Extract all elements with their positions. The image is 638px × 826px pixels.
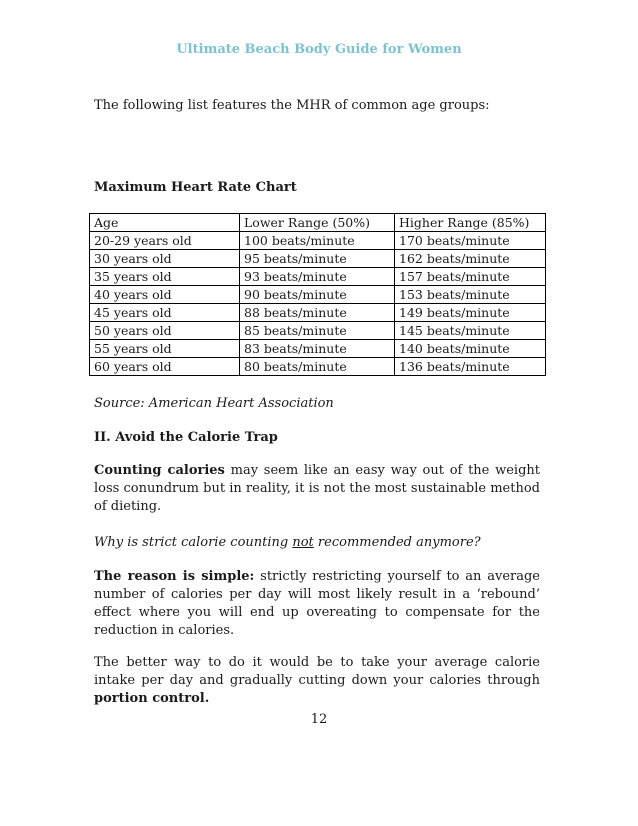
table-header-row <box>90 214 546 232</box>
chart-title: Maximum Heart Rate Chart <box>94 180 297 195</box>
question-text-before: Why is strict calorie counting <box>94 535 293 550</box>
lower-cell: 95 beats/minute <box>240 250 395 268</box>
bold-portion-control: portion control. <box>94 691 210 706</box>
table-row <box>90 286 546 304</box>
age-cell: 20-29 years old <box>90 232 240 250</box>
paragraph-text: strictly restricting yourself to an average number of calories per day will most likely result in a ‘rebound’ effect where you will end up overeating to compensate for the reduction in calories. <box>94 569 540 638</box>
paragraph-counting-calories <box>94 462 540 516</box>
page-number: 12 <box>310 712 328 727</box>
column-header-higher: Higher Range (85%) <box>395 214 546 232</box>
lower-cell: 83 beats/minute <box>240 340 395 358</box>
table-row <box>90 322 546 340</box>
question-text-after: recommended anymore? <box>313 535 481 550</box>
higher-cell: 140 beats/minute <box>395 340 546 358</box>
running-header: Ultimate Beach Body Guide for Women <box>176 42 462 57</box>
table-row <box>90 304 546 322</box>
higher-cell: 136 beats/minute <box>395 358 546 376</box>
age-cell: 55 years old <box>90 340 240 358</box>
bold-lead: The reason is simple: <box>94 569 255 584</box>
paragraph-text: The better way to do it would be to take your average calorie intake per day and gradually cutting down your calories through <box>94 655 540 688</box>
intro-text: The following list features the MHR of common age groups: <box>94 98 490 113</box>
table-row <box>90 268 546 286</box>
table-row <box>90 232 546 250</box>
section-heading: II. Avoid the Calorie Trap <box>94 430 278 445</box>
lower-cell: 80 beats/minute <box>240 358 395 376</box>
lower-cell: 85 beats/minute <box>240 322 395 340</box>
age-cell: 40 years old <box>90 286 240 304</box>
bold-lead: Counting calories <box>94 463 225 478</box>
lower-cell: 88 beats/minute <box>240 304 395 322</box>
question-emphasis: not <box>292 535 314 550</box>
paragraph-reason <box>94 568 540 640</box>
column-header-age: Age <box>90 214 240 232</box>
higher-cell: 149 beats/minute <box>395 304 546 322</box>
higher-cell: 145 beats/minute <box>395 322 546 340</box>
heart-rate-table <box>89 213 546 376</box>
question-line <box>94 535 481 550</box>
column-header-lower: Lower Range (50%) <box>240 214 395 232</box>
source-citation: Source: American Heart Association <box>94 396 334 411</box>
lower-cell: 93 beats/minute <box>240 268 395 286</box>
age-cell: 60 years old <box>90 358 240 376</box>
paragraph-better-way <box>94 654 540 708</box>
paragraph-text: may seem like an easy way out of the weight loss conundrum but in reality, it is not the most sustainable method of dieting. <box>94 463 540 514</box>
higher-cell: 170 beats/minute <box>395 232 546 250</box>
lower-cell: 90 beats/minute <box>240 286 395 304</box>
age-cell: 35 years old <box>90 268 240 286</box>
table-row <box>90 358 546 376</box>
table-row <box>90 340 546 358</box>
higher-cell: 153 beats/minute <box>395 286 546 304</box>
table-row <box>90 250 546 268</box>
age-cell: 30 years old <box>90 250 240 268</box>
age-cell: 50 years old <box>90 322 240 340</box>
higher-cell: 157 beats/minute <box>395 268 546 286</box>
age-cell: 45 years old <box>90 304 240 322</box>
lower-cell: 100 beats/minute <box>240 232 395 250</box>
higher-cell: 162 beats/minute <box>395 250 546 268</box>
